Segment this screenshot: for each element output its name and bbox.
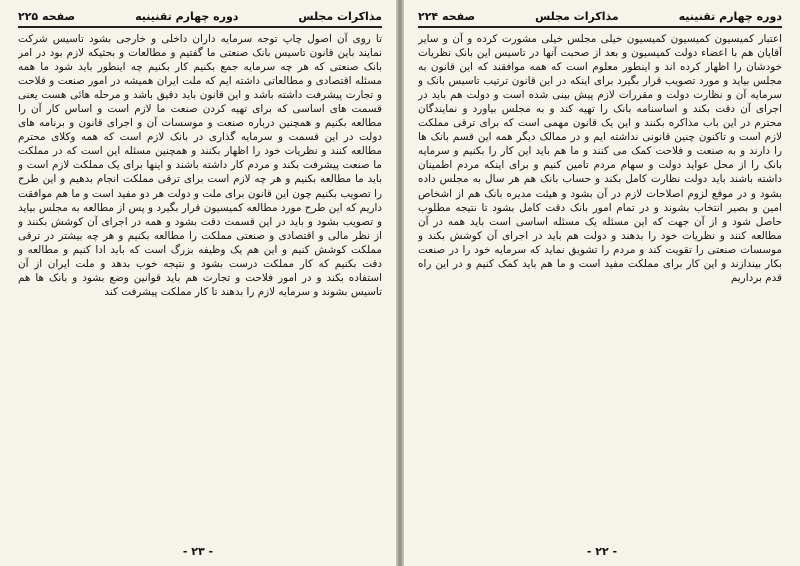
right-header-rule [418, 26, 782, 28]
left-page-body [18, 32, 382, 536]
right-page-title: مذاكرات مجلس [535, 9, 619, 23]
left-page-footer-number: - ۲۳ - [182, 545, 214, 558]
left-page-title: مذاكرات مجلس [298, 9, 382, 23]
left-header-rule [18, 26, 382, 28]
right-page-text: اعتبار کمیسیون کمیسیون کمیسیون خیلی مجلس خیلی مشورت کرده و آن و سایر آقایان هم با اعضاء دولت کمیسیون و بعد از صحبت آنها در تاسیس این بانک نظریات خودشان را اظهار کرده اند و اینطور معلوم است که همه موافقند که این قانون به مجلس بیاید و مورد تصویب قرار بگیرد برای اینکه در این قانون ترتیب تاسیس بانک و سرمایه آن و نظارت دولت و مقررات لازم پیش بینی شده است و دولت هم باید در اجرای آن دقت بکند و اساسنامه بانک را تهیه کند و به مجلس بیاورد و نمایندگان محترم در این باب مذاکره بکنند و این یک قانون مهمی است که برای ترقی مملکت لازم است و تاکنون چنین قانونی نداشته ایم و در ممالک دیگر همه این قسم بانک ها را دارند و به صنعت و فلاحت کمک می کنند و ما هم باید این کار را بکنیم و سرمایه بانک را از محل عواید دولت و سهام مردم تامین کنیم و برای اینکه مردم اطمینان داشته باشند باید دولت نظارت کامل بکند و حساب بانک هم هر سال به مجلس داده بشود و در موقع لزوم اصلاحات لازم در آن بشود و هیئت مدیره بانک هم از اشخاص امین و بصیر انتخاب بشوند و در تمام امور بانک دقت کامل بشود تا نتیجه مطلوب حاصل شود و از آن جهت که این مسئله یک مسئله اساسی است باید همه در آن مطالعه کنند و نظریات خود را بدهند و دولت هم باید در اجرای آن کوشش بکند و موسسات صنعتی را تقویت کند و مردم را تشویق نماید که سرمایه خود را در صنعت بکار بیندازند و این کار برای مملکت مفید است و ما هم باید کمک کنیم و در این راه قدم برداریم [418, 33, 782, 284]
right-page-footer-number: - ۲۲ - [586, 545, 618, 558]
right-page-number-label: صفحه ۲۲۴ [418, 9, 476, 23]
left-page-session: دوره چهارم تقنینیه [135, 9, 239, 23]
right-page-header [418, 8, 782, 24]
left-page-number-label: صفحه ۲۲۵ [18, 9, 76, 23]
left-page-text: تا روی آن اصول چاپ توجه سرمایه داران داخلی و خارجی بشود تاسیس شرکت نمایند باین قانون تاسیس بانک صنعتی ما گفتیم و مطالعات و بحثیکه لازم بود در امر بانک صنعتی که هر چه سرمایه جمع بکنیم کار بکنیم چه اینطور باید شود ما همه مسئله اقتصادی و مطالعاتی داشته ایم که ملت ایران همیشه در امور صنعت و فلاحت و تجارت پیشرفت داشته باشد و این قانون باید دقیق باشد و مرحله هائی هست یعنی قسمت های اساسی که برای تهیه کردن صنعت ما لازم است و اساس کار آن را مطالعه بکنیم و همچنین درباره صنعت و موسسات آن و اجرای قانون و برنامه های دولت در این قسمت و سرمایه گذاری در بانک لازم است که همه وکلای محترم مطالعه کنند و نظریات خود را اظهار بکنند و همچنین مسئله این است که در مملکت ما صنعت پیشرفت بکند و مردم کار داشته باشند و اینها برای یک مملکت لازم است و باید ما مطالعه بکنیم و هر چه لازم است برای ترقی مملکت انجام بدهیم و این طرح را تصویب بکنیم چون این قانون برای ملت و دولت هر دو مفید است و ما هم موافقت داریم که این طرح مورد مطالعه کمیسیون قرار بگیرد و پس از مطالعه به مجلس بیاید و تصویب بشود و باید در این قسمت دقت بشود و همه در اجرای آن کوشش بکنند و از نظر مالی و اقتصادی و صنعتی مملکت را مطالعه بکنیم و هر چه بیشتر در ترقی مملکت کوشش کنیم و این هم یک وظیفه بزرگ است که باید ادا کنیم و مطالعه و دقت بکنیم که کار مملکت درست بشود و نتیجه خوب بدهد و ملت ایران از آن استفاده بکند و در امور فلاحت و تجارت هم باید قوانین وضع بشود و بانک ها هم تاسیس بشوند و سرمایه لازم را بدهند تا کار مملکت پیشرفت کند [18, 33, 382, 298]
left-page [0, 0, 396, 566]
right-page-session: دوره چهارم تقنینیه [678, 9, 782, 23]
right-page-body [418, 32, 782, 536]
left-page-header [18, 8, 382, 24]
right-page [404, 0, 800, 566]
book-gutter [396, 0, 404, 566]
